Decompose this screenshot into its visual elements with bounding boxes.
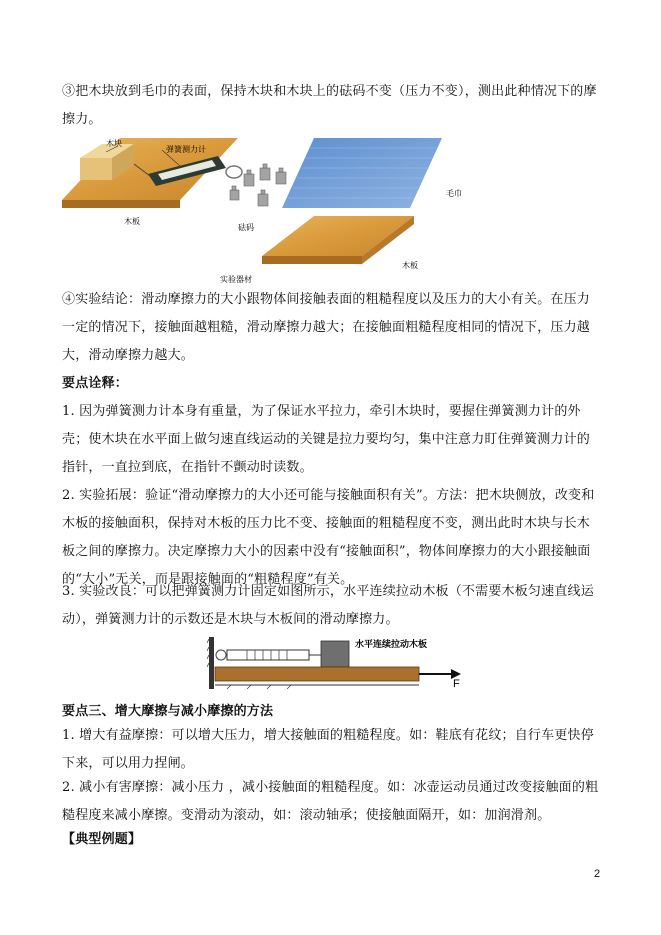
heading-key-notes: 要点诠释： xyxy=(62,376,129,391)
experiment-equipment-figure xyxy=(62,138,478,286)
towel xyxy=(282,138,442,208)
fixed-spring-scale xyxy=(227,650,309,660)
label-board-1: 木板 xyxy=(124,217,140,226)
paragraph-conclusion: ④实验结论：滑动摩擦力的大小跟物体间接触表面的粗糙程度以及压力的大小有关。在压力一定的情况下，接触面越粗糙，滑动摩擦力越大；在接触面粗糙程度相同的情况下，压力越大，滑动摩擦力越大。 xyxy=(62,292,591,363)
page-number: 2 xyxy=(594,868,601,880)
figure-caption: 实验器材 xyxy=(220,275,252,284)
label-board-2: 木板 xyxy=(402,261,418,270)
weights xyxy=(230,164,286,206)
note-1: 1. 因为弹簧测力计本身有重量，为了保证水平拉力，牵引木块时，要握住弹簧测力计的外壳；使木块在水平面上做匀速直线运动的关键是拉力要均匀，集中注意力盯住弹簧测力计的指针，一直拉到底，在指针不颤动时读数。 xyxy=(62,404,591,475)
note-3: 3. 实验改良：可以把弹簧测力计固定如图所示，水平连续拉动木板（不需要木板匀速直线运动），弹簧测力计的示数还是木块与木板间的滑动摩擦力。 xyxy=(62,584,594,627)
heading-section-3: 要点三、增大摩擦与减小摩擦的方法 xyxy=(62,704,274,719)
label-towel: 毛巾 xyxy=(446,189,462,198)
heading-examples: 【典型例题】 xyxy=(62,832,142,847)
label-block: 木块 xyxy=(106,139,122,148)
improved-experiment-figure xyxy=(207,635,467,691)
paragraph-towel-step: ③把木块放到毛巾的表面，保持木块和木块上的砝码不变（压力不变），测出此种情况下的摩擦力。 xyxy=(62,84,597,127)
label-force: F xyxy=(453,678,460,690)
note-2: 2. 实验拓展：验证“滑动摩擦力的大小还可能与接触面积有关”。方法：把木块侧放，改变和木板的接触面积，保持对木板的压力比不变、接触面的粗糙程度不变，测出此时木块与长木板之间的摩擦力。决定摩擦力大小的因素中没有“接触面积”，物体间摩擦力的大小跟接触面的“大小”无关，而是跟接触面的“粗糙程度”有关。 xyxy=(62,488,595,587)
method-decrease: 2. 减小有害摩擦：减小压力 ，减小接触面的粗糙程度。如：冰壶运动员通过改变接触面的粗糙程度来减小摩擦。变滑动为滚动，如：滚动轴承；使接触面隔开，如：加润滑剂。 xyxy=(62,780,599,823)
label-weights: 砝码 xyxy=(238,223,254,232)
method-increase: 1. 增大有益摩擦：可以增大压力，增大接触面的粗糙程度。如：鞋底有花纹；自行车更快停下来，可以用力捏闸。 xyxy=(62,728,594,771)
long-wood-board xyxy=(215,667,419,681)
label-spring-scale: 弹簧测力计 xyxy=(166,145,206,154)
wood-block xyxy=(321,641,349,667)
label-pull-board: 水平连续拉动木板 xyxy=(355,640,428,650)
